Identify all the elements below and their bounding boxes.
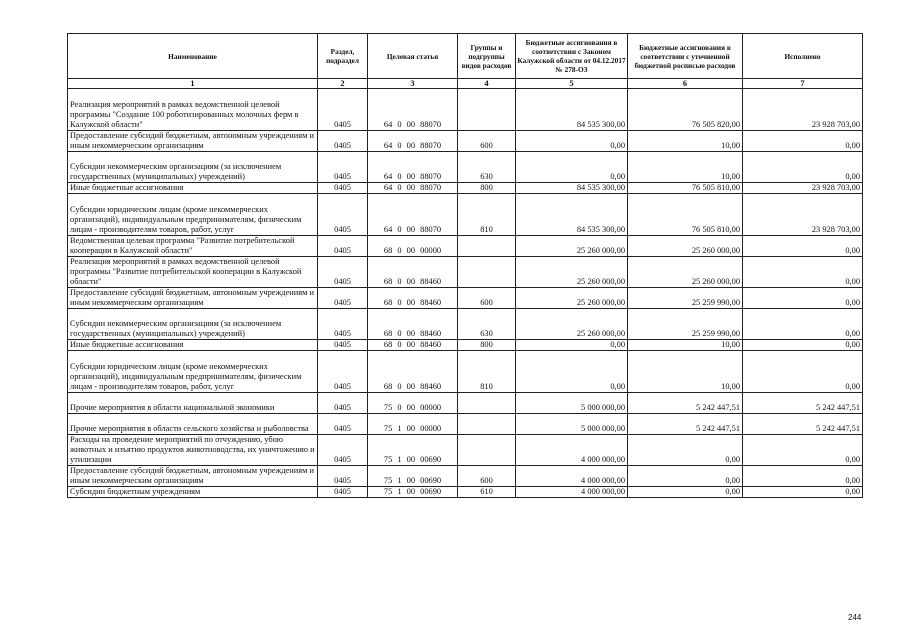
column-number-row [68, 79, 863, 89]
cell-law-amount: 84 535 300,00 [516, 194, 628, 236]
cell-group [458, 257, 516, 288]
cell-section: 0405 [318, 152, 368, 183]
header-refined: Бюджетные ассигнования в соответствии с уточненной бюджетной росписью расходов [628, 34, 743, 79]
cell-group: 610 [458, 487, 516, 498]
cell-group: 600 [458, 466, 516, 487]
table-row [68, 309, 863, 340]
table-row [68, 194, 863, 236]
cell-section: 0405 [318, 393, 368, 414]
cell-article: 75 1 00 00690 [368, 487, 458, 498]
cell-law-amount: 25 260 000,00 [516, 288, 628, 309]
column-number: 6 [628, 79, 743, 89]
cell-refined-amount: 10,00 [628, 131, 743, 152]
cell-name: Иные бюджетные ассигнования [68, 183, 318, 194]
cell-law-amount: 0,00 [516, 340, 628, 351]
column-number: 2 [318, 79, 368, 89]
cell-section: 0405 [318, 183, 368, 194]
cell-article: 68 0 00 88460 [368, 288, 458, 309]
header-name: Наименование [68, 34, 318, 79]
cell-group [458, 236, 516, 257]
cell-group [458, 414, 516, 435]
cell-law-amount: 4 000 000,00 [516, 487, 628, 498]
column-number: 3 [368, 79, 458, 89]
cell-executed-amount: 23 928 703,00 [743, 194, 863, 236]
cell-executed-amount: 5 242 447,51 [743, 393, 863, 414]
cell-name: Ведомственная целевая программа "Развитие потребительской кооперации в Калужской области" [68, 236, 318, 257]
column-number: 5 [516, 79, 628, 89]
cell-name: Реализация мероприятий в рамках ведомственной целевой программы "Создание 100 роботизированных молочных ферм в Калужской области" [68, 89, 318, 131]
column-number: 7 [743, 79, 863, 89]
cell-section: 0405 [318, 257, 368, 288]
cell-article: 68 0 00 00000 [368, 236, 458, 257]
header-group: Группы и подгруппы видов расходов [458, 34, 516, 79]
cell-article: 68 0 00 88460 [368, 257, 458, 288]
cell-executed-amount: 0,00 [743, 351, 863, 393]
table-row [68, 236, 863, 257]
cell-group: 800 [458, 183, 516, 194]
cell-refined-amount: 10,00 [628, 152, 743, 183]
cell-executed-amount: 0,00 [743, 152, 863, 183]
cell-executed-amount: 0,00 [743, 257, 863, 288]
cell-article: 75 1 00 00690 [368, 466, 458, 487]
cell-group: 630 [458, 152, 516, 183]
cell-group: 800 [458, 340, 516, 351]
header-executed: Исполнено [743, 34, 863, 79]
cell-executed-amount: 0,00 [743, 487, 863, 498]
cell-law-amount: 25 260 000,00 [516, 257, 628, 288]
budget-table [67, 33, 863, 498]
table-row [68, 340, 863, 351]
cell-section: 0405 [318, 89, 368, 131]
cell-name: Прочие мероприятия в области национальной экономики [68, 393, 318, 414]
cell-section: 0405 [318, 340, 368, 351]
cell-law-amount: 84 535 300,00 [516, 89, 628, 131]
cell-refined-amount: 0,00 [628, 466, 743, 487]
cell-article: 75 1 00 00690 [368, 435, 458, 466]
cell-name: Субсидии юридическим лицам (кроме некоммерческих организаций), индивидуальным предпринимателям, физическим лицам - производителям товаров, работ, услуг [68, 194, 318, 236]
cell-executed-amount: 23 928 703,00 [743, 89, 863, 131]
cell-law-amount: 25 260 000,00 [516, 309, 628, 340]
cell-name: Субсидии юридическим лицам (кроме некоммерческих организаций), индивидуальным предпринимателям, физическим лицам - производителям товаров, работ, услуг [68, 351, 318, 393]
cell-refined-amount: 25 259 990,00 [628, 288, 743, 309]
cell-group [458, 435, 516, 466]
cell-law-amount: 4 000 000,00 [516, 466, 628, 487]
cell-group [458, 393, 516, 414]
cell-executed-amount: 0,00 [743, 309, 863, 340]
cell-article: 64 0 00 88070 [368, 131, 458, 152]
column-number: 1 [68, 79, 318, 89]
cell-executed-amount: 0,00 [743, 340, 863, 351]
cell-section: 0405 [318, 194, 368, 236]
cell-article: 64 0 00 88070 [368, 89, 458, 131]
cell-article: 68 0 00 88460 [368, 351, 458, 393]
cell-group: 810 [458, 351, 516, 393]
cell-law-amount: 4 000 000,00 [516, 435, 628, 466]
cell-law-amount: 5 000 000,00 [516, 414, 628, 435]
page-number: 244 [848, 613, 862, 622]
cell-refined-amount: 10,00 [628, 340, 743, 351]
cell-article: 64 0 00 88070 [368, 183, 458, 194]
cell-article: 64 0 00 88070 [368, 194, 458, 236]
table-row [68, 393, 863, 414]
cell-group: 630 [458, 309, 516, 340]
cell-law-amount: 84 535 300,00 [516, 183, 628, 194]
cell-executed-amount: 0,00 [743, 131, 863, 152]
table-row [68, 183, 863, 194]
cell-refined-amount: 76 505 810,00 [628, 183, 743, 194]
cell-section: 0405 [318, 351, 368, 393]
cell-article: 68 0 00 88460 [368, 309, 458, 340]
cell-executed-amount: 0,00 [743, 236, 863, 257]
cell-article: 64 0 00 88070 [368, 152, 458, 183]
header-law: Бюджетные ассигнования в соответствии с Законом Калужской области от 04.12.2017 № 278-ОЗ [516, 34, 628, 79]
cell-refined-amount: 25 260 000,00 [628, 257, 743, 288]
cell-law-amount: 5 000 000,00 [516, 393, 628, 414]
cell-refined-amount: 5 242 447,51 [628, 393, 743, 414]
cell-name: Субсидии некоммерческим организациям (за исключением государственных (муниципальных) учреждений) [68, 309, 318, 340]
cell-name: Субсидии некоммерческим организациям (за исключением государственных (муниципальных) учреждений) [68, 152, 318, 183]
cell-group: 810 [458, 194, 516, 236]
column-number: 4 [458, 79, 516, 89]
table-row [68, 435, 863, 466]
table-row [68, 152, 863, 183]
cell-section: 0405 [318, 288, 368, 309]
cell-law-amount: 0,00 [516, 131, 628, 152]
table-body [68, 89, 863, 498]
header-row [68, 34, 863, 79]
table-row [68, 351, 863, 393]
table-row [68, 257, 863, 288]
cell-section: 0405 [318, 435, 368, 466]
cell-section: 0405 [318, 466, 368, 487]
cell-group [458, 89, 516, 131]
cell-section: 0405 [318, 309, 368, 340]
cell-executed-amount: 0,00 [743, 466, 863, 487]
cell-name: Предоставление субсидий бюджетным, автономным учреждениям и иным некоммерческим организациям [68, 288, 318, 309]
cell-refined-amount: 25 259 990,00 [628, 309, 743, 340]
cell-section: 0405 [318, 487, 368, 498]
cell-executed-amount: 23 928 703,00 [743, 183, 863, 194]
table-row [68, 288, 863, 309]
cell-executed-amount: 0,00 [743, 288, 863, 309]
cell-refined-amount: 0,00 [628, 435, 743, 466]
cell-name: Расходы на проведение мероприятий по отчуждению, убою животных и изъятию продуктов животноводства, их уничтожению и утилизации [68, 435, 318, 466]
table-row [68, 89, 863, 131]
cell-refined-amount: 76 505 820,00 [628, 89, 743, 131]
cell-name: Прочие мероприятия в области сельского хозяйства и рыболовства [68, 414, 318, 435]
cell-refined-amount: 25 260 000,00 [628, 236, 743, 257]
cell-refined-amount: 0,00 [628, 487, 743, 498]
cell-refined-amount: 76 505 810,00 [628, 194, 743, 236]
cell-name: Иные бюджетные ассигнования [68, 340, 318, 351]
cell-section: 0405 [318, 236, 368, 257]
cell-article: 75 0 00 00000 [368, 393, 458, 414]
cell-article: 75 1 00 00000 [368, 414, 458, 435]
cell-executed-amount: 5 242 447,51 [743, 414, 863, 435]
table-row [68, 414, 863, 435]
cell-article: 68 0 00 88460 [368, 340, 458, 351]
cell-refined-amount: 10,00 [628, 351, 743, 393]
cell-group: 600 [458, 131, 516, 152]
cell-name: Предоставление субсидий бюджетным, автономным учреждениям и иным некоммерческим организациям [68, 466, 318, 487]
table-row [68, 131, 863, 152]
cell-section: 0405 [318, 414, 368, 435]
cell-law-amount: 0,00 [516, 152, 628, 183]
cell-executed-amount: 0,00 [743, 435, 863, 466]
cell-refined-amount: 5 242 447,51 [628, 414, 743, 435]
cell-law-amount: 0,00 [516, 351, 628, 393]
cell-law-amount: 25 260 000,00 [516, 236, 628, 257]
cell-name: Предоставление субсидий бюджетным, автономным учреждениям и иным некоммерческим организациям [68, 131, 318, 152]
table-row [68, 487, 863, 498]
cell-section: 0405 [318, 131, 368, 152]
header-article: Целевая статья [368, 34, 458, 79]
cell-name: Реализация мероприятий в рамках ведомственной целевой программы "Развитие потребительской кооперации в Калужской области" [68, 257, 318, 288]
header-section: Раздел, подраздел [318, 34, 368, 79]
table-row [68, 466, 863, 487]
cell-group: 600 [458, 288, 516, 309]
cell-name: Субсидии бюджетным учреждениям [68, 487, 318, 498]
